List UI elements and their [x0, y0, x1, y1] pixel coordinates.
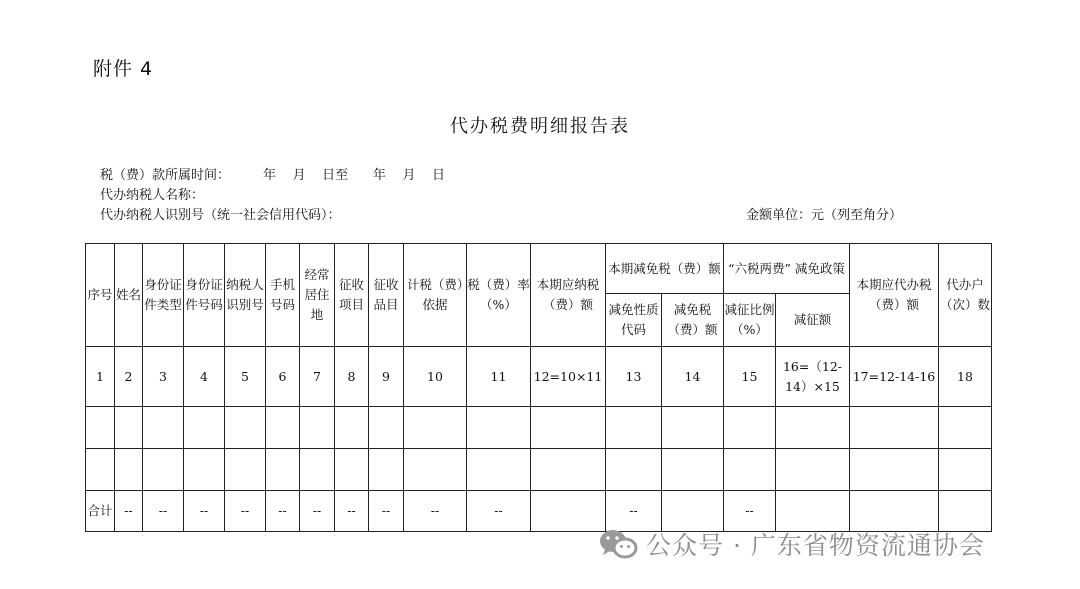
- empty-cell: [86, 449, 115, 491]
- report-table: [85, 243, 992, 532]
- header-id-type: 身份证件类型: [143, 244, 184, 347]
- empty-cell: [369, 407, 404, 449]
- empty-cell: [266, 407, 300, 449]
- total-cell: [531, 491, 606, 532]
- empty-cell: [184, 407, 225, 449]
- empty-cell: [606, 407, 662, 449]
- column-number: 18: [939, 347, 992, 407]
- header-tax-payable: 本期应纳税（费）额: [531, 244, 606, 347]
- total-cell: --: [467, 491, 531, 532]
- empty-cell: [115, 407, 143, 449]
- empty-row: [86, 449, 992, 491]
- empty-cell: [939, 407, 992, 449]
- empty-cell: [86, 407, 115, 449]
- column-number: 3: [143, 347, 184, 407]
- column-number: 16=（12-14）×15: [776, 347, 850, 407]
- header-six-tax-policy: “六税两费” 减免政策: [724, 244, 850, 294]
- header-tax-subitem: 征收品目: [369, 244, 404, 347]
- header-reduction-ratio: 减征比例（%）: [724, 294, 776, 347]
- empty-cell: [776, 407, 850, 449]
- header-reduction-code: 减免性质代码: [606, 294, 662, 347]
- column-number: 5: [225, 347, 266, 407]
- column-number-row: [86, 347, 992, 407]
- header-withholding-due: 本期应代办税（费）额: [850, 244, 939, 347]
- agent-id-line: 代办纳税人识别号（统一社会信用代码）：: [100, 208, 341, 223]
- empty-cell: [266, 449, 300, 491]
- empty-cell: [143, 449, 184, 491]
- watermark-text: 公众号 · 广东省物资流通协会: [646, 531, 985, 560]
- header-phone: 手机号码: [266, 244, 300, 347]
- total-cell: --: [335, 491, 369, 532]
- header-household-count: 代办户（次）数: [939, 244, 992, 347]
- empty-cell: [850, 449, 939, 491]
- total-cell: --: [300, 491, 335, 532]
- total-cell: --: [184, 491, 225, 532]
- attachment-label: 附件 4: [93, 58, 154, 80]
- header-tax-rate: 税（费）率（%）: [467, 244, 531, 347]
- column-number: 13: [606, 347, 662, 407]
- header-id-number: 身份证件号码: [184, 244, 225, 347]
- header-residence: 经常居住地: [300, 244, 335, 347]
- wechat-icon: [598, 527, 638, 561]
- empty-cell: [404, 449, 467, 491]
- header-reduction-amount: 减免税（费）额: [662, 294, 724, 347]
- column-number: 6: [266, 347, 300, 407]
- total-cell: --: [115, 491, 143, 532]
- empty-cell: [724, 449, 776, 491]
- empty-cell: [467, 407, 531, 449]
- empty-cell: [184, 449, 225, 491]
- agent-name-line: 代办纳税人名称：: [100, 188, 205, 203]
- total-cell: --: [225, 491, 266, 532]
- total-cell: --: [724, 491, 776, 532]
- column-number: 10: [404, 347, 467, 407]
- empty-cell: [939, 449, 992, 491]
- total-label: 合计: [86, 491, 115, 532]
- empty-cell: [724, 407, 776, 449]
- empty-cell: [335, 449, 369, 491]
- header-reduction-group: 本期减免税（费）额: [606, 244, 724, 294]
- empty-cell: [300, 407, 335, 449]
- column-number: 12=10×11: [531, 347, 606, 407]
- header-tax-item: 征收项目: [335, 244, 369, 347]
- header-row-top: [86, 244, 992, 294]
- empty-cell: [404, 407, 467, 449]
- header-name: 姓名: [115, 244, 143, 347]
- empty-cell: [662, 407, 724, 449]
- column-number: 8: [335, 347, 369, 407]
- empty-cell: [467, 449, 531, 491]
- total-cell: --: [143, 491, 184, 532]
- column-number: 11: [467, 347, 531, 407]
- column-number: 9: [369, 347, 404, 407]
- column-number: 7: [300, 347, 335, 407]
- empty-cell: [335, 407, 369, 449]
- column-number: 14: [662, 347, 724, 407]
- watermark: [598, 524, 985, 564]
- empty-cell: [606, 449, 662, 491]
- total-cell: --: [369, 491, 404, 532]
- empty-cell: [115, 449, 143, 491]
- empty-cell: [850, 407, 939, 449]
- total-cell: --: [266, 491, 300, 532]
- empty-cell: [776, 449, 850, 491]
- empty-cell: [531, 449, 606, 491]
- header-tax-basis: 计税（费）依据: [404, 244, 467, 347]
- empty-cell: [225, 449, 266, 491]
- total-cell: --: [606, 491, 662, 532]
- empty-cell: [225, 407, 266, 449]
- total-cell: --: [404, 491, 467, 532]
- amount-unit: 金额单位：元（列至角分）: [746, 208, 903, 223]
- header-reduced-amount: 减征额: [776, 294, 850, 347]
- empty-cell: [143, 407, 184, 449]
- empty-cell: [369, 449, 404, 491]
- column-number: 4: [184, 347, 225, 407]
- empty-cell: [662, 449, 724, 491]
- column-number: 17=12-14-16: [850, 347, 939, 407]
- header-taxpayer-id: 纳税人识别号: [225, 244, 266, 347]
- empty-cell: [531, 407, 606, 449]
- column-number: 15: [724, 347, 776, 407]
- column-number: 2: [115, 347, 143, 407]
- column-number: 1: [86, 347, 115, 407]
- header-seq: 序号: [86, 244, 115, 347]
- page-title: 代办税费明细报告表: [450, 116, 630, 137]
- period-line: 税（费）款所属时间： 年 月 日至 年 月 日: [100, 168, 445, 183]
- empty-row: [86, 407, 992, 449]
- empty-cell: [300, 449, 335, 491]
